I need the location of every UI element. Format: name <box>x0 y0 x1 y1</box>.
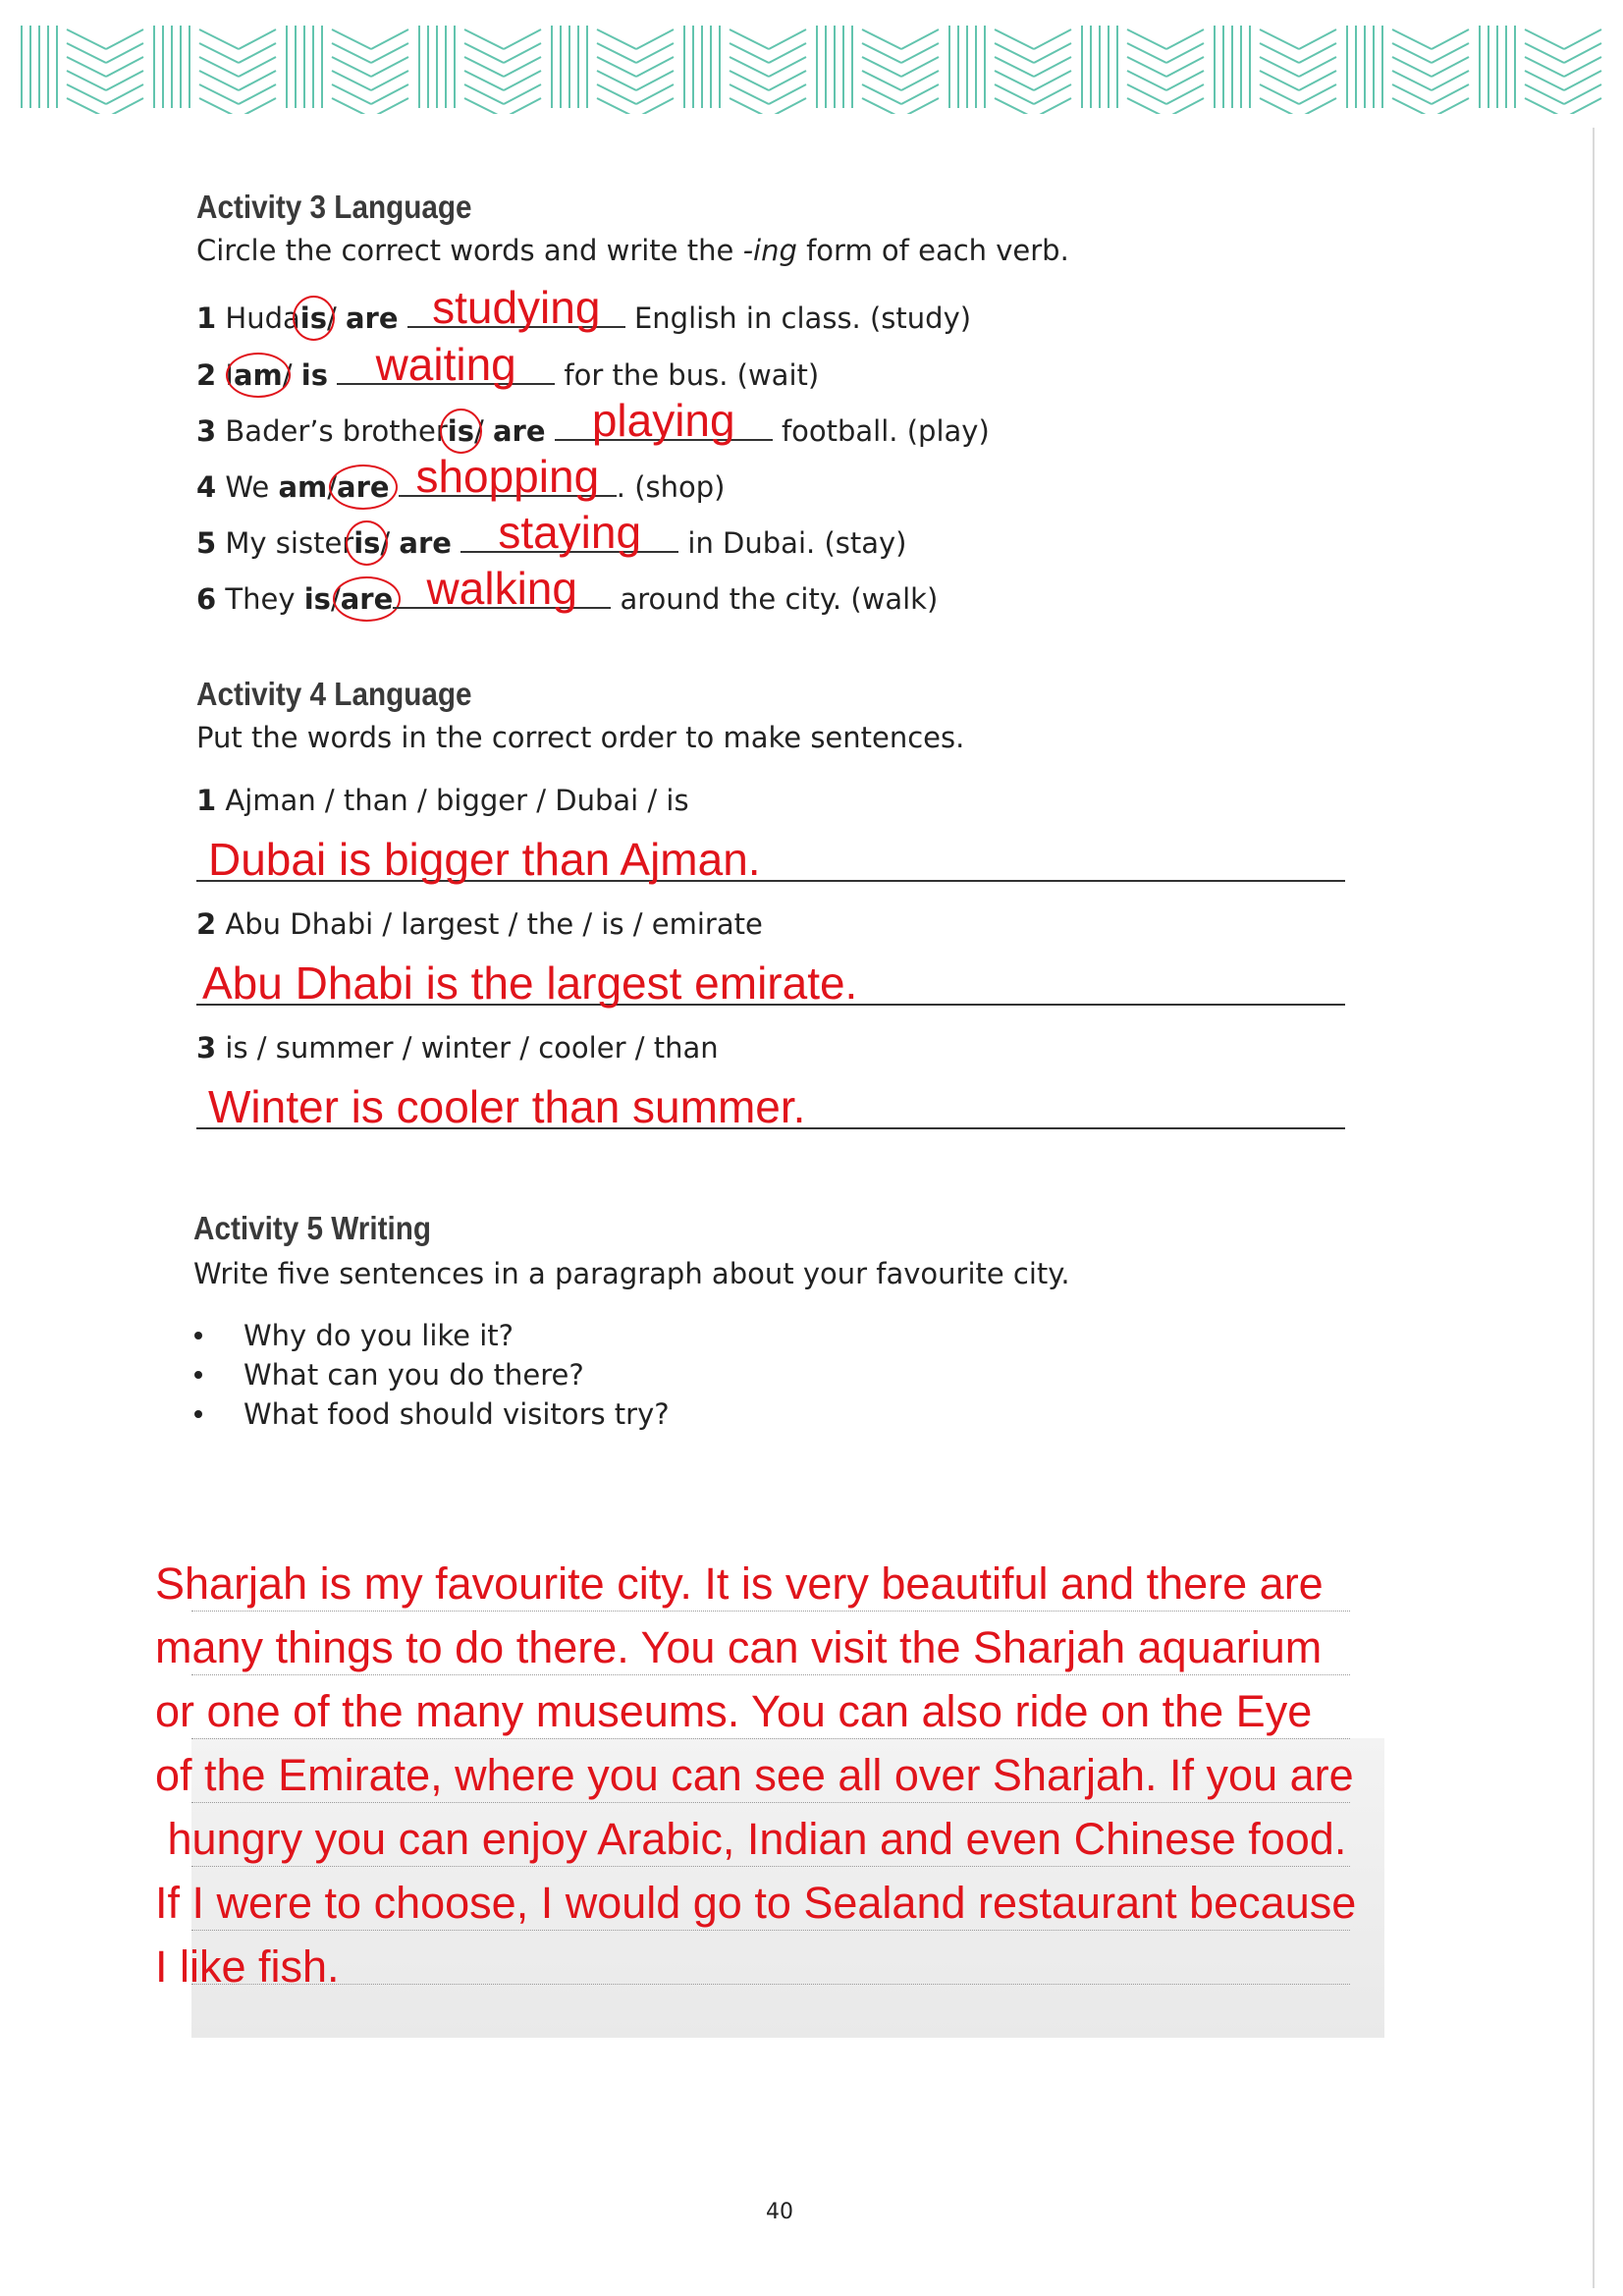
paragraph-line: If I were to choose, I would go to Sealand restaurant because <box>155 1878 1357 1928</box>
option-is[interactable]: is <box>300 358 328 392</box>
answer-blank[interactable] <box>393 563 611 614</box>
paragraph-line: many things to do there. You can visit the Sharjah aquarium <box>155 1622 1323 1672</box>
activity4-prompt-1: 1 Ajman / than / bigger / Dubai / is <box>196 784 689 817</box>
answer-blank[interactable] <box>337 339 555 390</box>
paragraph-line: of the Emirate, where you can see all over Sharjah. If you are <box>155 1750 1354 1800</box>
activity3-title: Activity 3 Language <box>196 189 472 225</box>
page-edge-line <box>1593 128 1595 2288</box>
bullet-item: What food should visitors try? <box>192 1394 670 1434</box>
bullet-item: Why do you like it? <box>192 1316 670 1355</box>
page-number: 40 <box>766 2200 793 2224</box>
option-is-circled[interactable]: is <box>448 410 474 452</box>
activity4-instruction: Put the words in the correct order to make sentences. <box>196 721 965 754</box>
activity3-item-6: 6 They is/are walking around the city. (walk) <box>196 574 938 615</box>
paragraph-line: hungry you can enjoy Arabic, Indian and even Chinese food. <box>155 1814 1347 1864</box>
option-are[interactable]: are <box>345 301 399 335</box>
activity3-item-3: 3 Bader’s brotheris/ are playing football. (play) <box>196 406 990 447</box>
handwritten-answer: waiting <box>375 339 516 390</box>
option-am[interactable]: am <box>278 470 328 504</box>
answer-blank[interactable] <box>460 507 678 558</box>
activity3-item-5: 5 My sisteris/ are staying in Dubai. (stay) <box>196 518 907 559</box>
activity4-title: Activity 4 Language <box>196 676 472 712</box>
handwritten-answer: staying <box>498 507 642 558</box>
paragraph-line: I like fish. <box>155 1941 340 1992</box>
handwritten-answer: Abu Dhabi is the largest emirate. <box>202 957 858 1009</box>
activity5-instruction: Write five sentences in a paragraph about your favourite city. <box>193 1257 1070 1290</box>
option-is-circled[interactable]: is <box>300 298 327 339</box>
decorative-banner <box>16 20 1606 114</box>
activity3-instruction: Circle the correct words and write the -ing form of each verb. <box>196 234 1069 267</box>
handwritten-answer: walking <box>426 563 577 614</box>
activity5-prompt-list <box>192 1316 670 1434</box>
activity4-answer-line-1[interactable] <box>196 833 1345 885</box>
activity3-item-2: 2 Iam/ is waiting for the bus. (wait) <box>196 350 819 391</box>
activity4-answer-line-2[interactable] <box>196 957 1345 1009</box>
option-is-circled[interactable]: is <box>353 522 380 564</box>
option-are[interactable]: are <box>399 526 452 560</box>
activity4-answer-line-3[interactable] <box>196 1080 1345 1132</box>
paragraph-line: or one of the many museums. You can also ride on the Eye <box>155 1686 1313 1736</box>
activity4-prompt-3: 3 is / summer / winter / cooler / than <box>196 1031 719 1065</box>
handwritten-answer: studying <box>432 282 601 333</box>
handwritten-answer: playing <box>591 395 735 446</box>
handwritten-paragraph <box>155 1552 1520 1998</box>
option-are-circled[interactable]: are <box>341 578 394 620</box>
option-is[interactable]: is <box>303 582 331 616</box>
activity4-prompt-2: 2 Abu Dhabi / largest / the / is / emirate <box>196 907 763 941</box>
answer-blank[interactable] <box>399 451 617 502</box>
paragraph-line: Sharjah is my favourite city. It is very beautiful and there are <box>155 1558 1324 1609</box>
activity3-item-4: 4 We am/are shopping . (shop) <box>196 462 726 503</box>
bullet-item: What can you do there? <box>192 1355 670 1394</box>
activity5-title: Activity 5 Writing <box>193 1210 432 1246</box>
handwritten-answer: Dubai is bigger than Ajman. <box>208 834 761 885</box>
answer-blank[interactable] <box>407 282 625 333</box>
handwritten-answer: Winter is cooler than summer. <box>208 1081 806 1132</box>
option-are-circled[interactable]: are <box>337 466 390 508</box>
activity3-item-1: 1 Hudais/ are studying English in class. (study) <box>196 293 971 334</box>
option-am-circled[interactable]: am <box>234 355 283 396</box>
answer-blank[interactable] <box>555 395 773 446</box>
handwritten-answer: shopping <box>415 451 600 502</box>
option-are[interactable]: are <box>492 414 546 448</box>
